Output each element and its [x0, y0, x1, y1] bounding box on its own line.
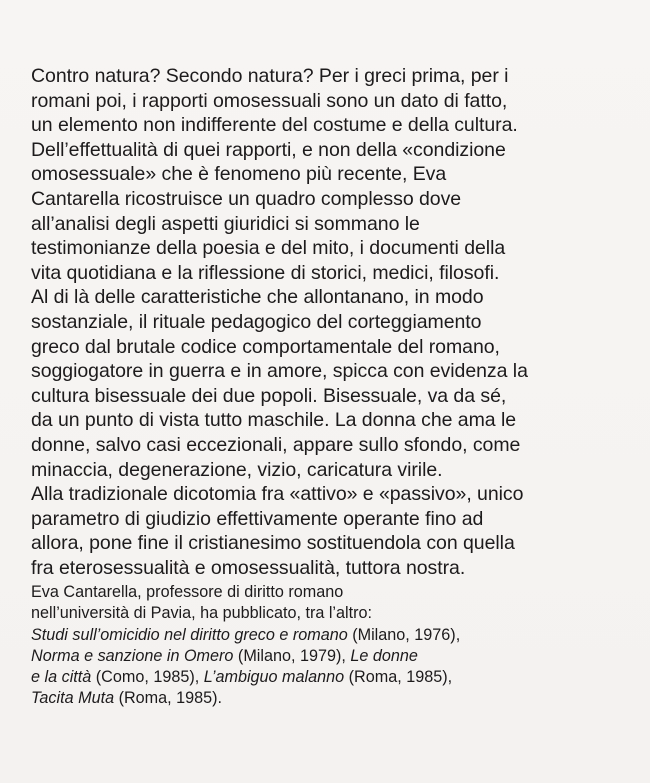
book-title: Tacita Muta	[31, 689, 115, 708]
bio-line	[31, 667, 631, 688]
blurb-line: omosessuale» che è fenomeno più recente, Eva	[31, 163, 447, 186]
book-title: e la città	[31, 668, 92, 687]
book-info: (Como, 1985),	[91, 668, 204, 687]
bio-text: nell’università di Pavia, ha pubblicato, tra l’altro:	[31, 604, 373, 623]
blurb-line: allora, pone fine il cristianesimo sostituendola con quella	[31, 532, 515, 555]
blurb-line: sostanziale, il rituale pedagogico del corteggiamento	[31, 310, 482, 333]
blurb-line: minaccia, degenerazione, vizio, caricatura virile.	[31, 458, 443, 481]
book-title: Norma e sanzione in Omero	[31, 646, 234, 665]
blurb-line: Dell’effettualità di quei rapporti, e non della «condizione	[31, 138, 506, 161]
blurb-paragraph	[31, 64, 641, 580]
blurb-line: testimonianze della poesia e del mito, i documenti della	[31, 237, 506, 260]
blurb-line: soggiogatore in guerra e in amore, spicca con evidenza la	[31, 360, 528, 383]
bio-line	[31, 646, 631, 667]
blurb-line: Alla tradizionale dicotomia fra «attivo» e «passivo», unico	[31, 483, 524, 506]
book-info: (Roma, 1985).	[114, 689, 223, 708]
blurb-line: Cantarella ricostruisce un quadro complesso dove	[31, 187, 462, 210]
bio-line	[31, 688, 631, 709]
book-title: Studi sull’omicidio nel diritto greco e romano	[31, 625, 348, 644]
blurb-line: Al di là delle caratteristiche che allontanano, in modo	[31, 286, 484, 309]
book-info: (Milano, 1976),	[347, 625, 461, 644]
blurb-line: un elemento non indifferente del costume e della cultura.	[31, 114, 518, 137]
blurb-line: all’analisi degli aspetti giuridici si sommano le	[31, 212, 420, 235]
blurb-line: romani poi, i rapporti omosessuali sono un dato di fatto,	[31, 89, 508, 112]
bio-line	[31, 625, 631, 646]
bio-line	[31, 582, 631, 603]
blurb-line: da un punto di vista tutto maschile. La donna che ama le	[31, 409, 517, 432]
blurb-line: fra eterosessualità e omosessualità, tuttora nostra.	[31, 556, 466, 579]
author-bio	[31, 582, 631, 710]
blurb-line: greco dal brutale codice comportamentale del romano,	[31, 335, 500, 358]
bio-text: Eva Cantarella, professore di diritto romano	[31, 583, 344, 601]
blurb-line: parametro di giudizio effettivamente operante fino ad	[31, 507, 484, 530]
blurb-line: cultura bisessuale dei due popoli. Bisessuale, va da sé,	[31, 384, 507, 407]
blurb-line: vita quotidiana e la riflessione di storici, medici, filosofi.	[31, 261, 500, 284]
blurb-line: donne, salvo casi eccezionali, appare sullo sfondo, come	[31, 433, 521, 456]
book-title: L’ambiguo malanno	[203, 668, 345, 687]
blurb-line: Contro natura? Secondo natura? Per i greci prima, per i	[31, 65, 509, 87]
book-info: (Milano, 1979),	[233, 646, 351, 665]
bio-line	[31, 603, 631, 624]
book-info: (Roma, 1985),	[344, 668, 453, 687]
book-title: Le donne	[350, 646, 418, 665]
